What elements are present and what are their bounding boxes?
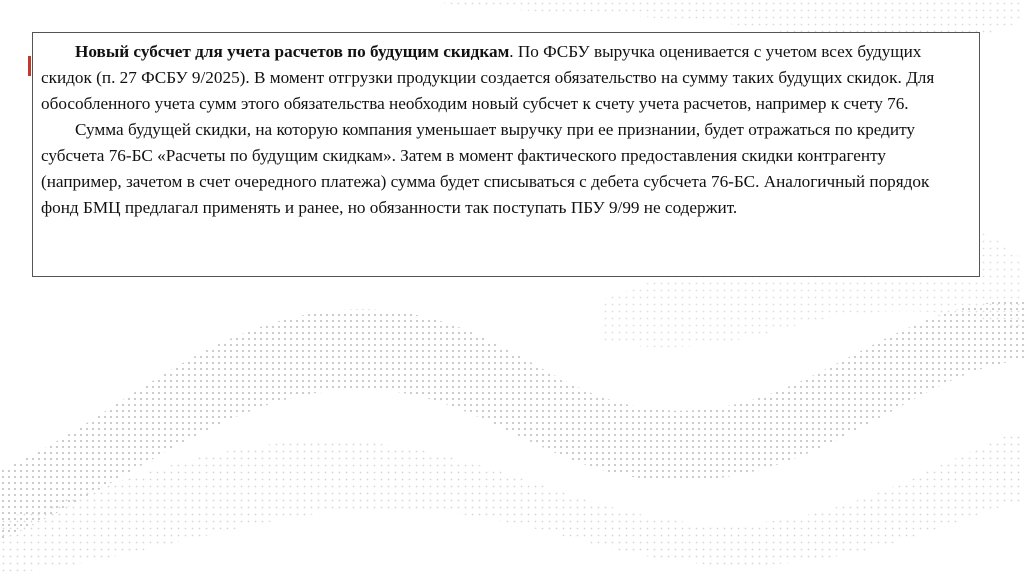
paragraph-new-subaccount <box>41 39 955 117</box>
paragraph-discount-accounting: Сумма будущей скидки, на которую компания уменьшает выручку при ее признании, будет отражаться по кредиту субсчета 76-БС «Расчеты по будущим скидкам». Затем в момент фактического предоставления скидки контрагенту (например, зачетом в счет очередного платежа) сумма будет списываться с дебета субсчета 76-БС. Аналогичный порядок фонд БМЦ предлагал применять и ранее, но обязанности так поступать ПБУ 9/99 не содержит. <box>41 120 930 217</box>
content-text-box <box>32 32 980 277</box>
accent-mark <box>28 56 31 76</box>
paragraph-bold-heading: Новый субсчет для учета расчетов по будущим скидкам <box>75 42 510 61</box>
paragraph-body: . По ФСБУ выручка оценивается с учетом всех будущих скидок (п. 27 ФСБУ 9/2025). В момент отгрузки продукции создается обязательство на сумму таких будущих скидок. Для обособленного учета сумм этого обязательства необходим новый субсчет к счету учета расчетов, например к счету 76. <box>41 42 935 113</box>
